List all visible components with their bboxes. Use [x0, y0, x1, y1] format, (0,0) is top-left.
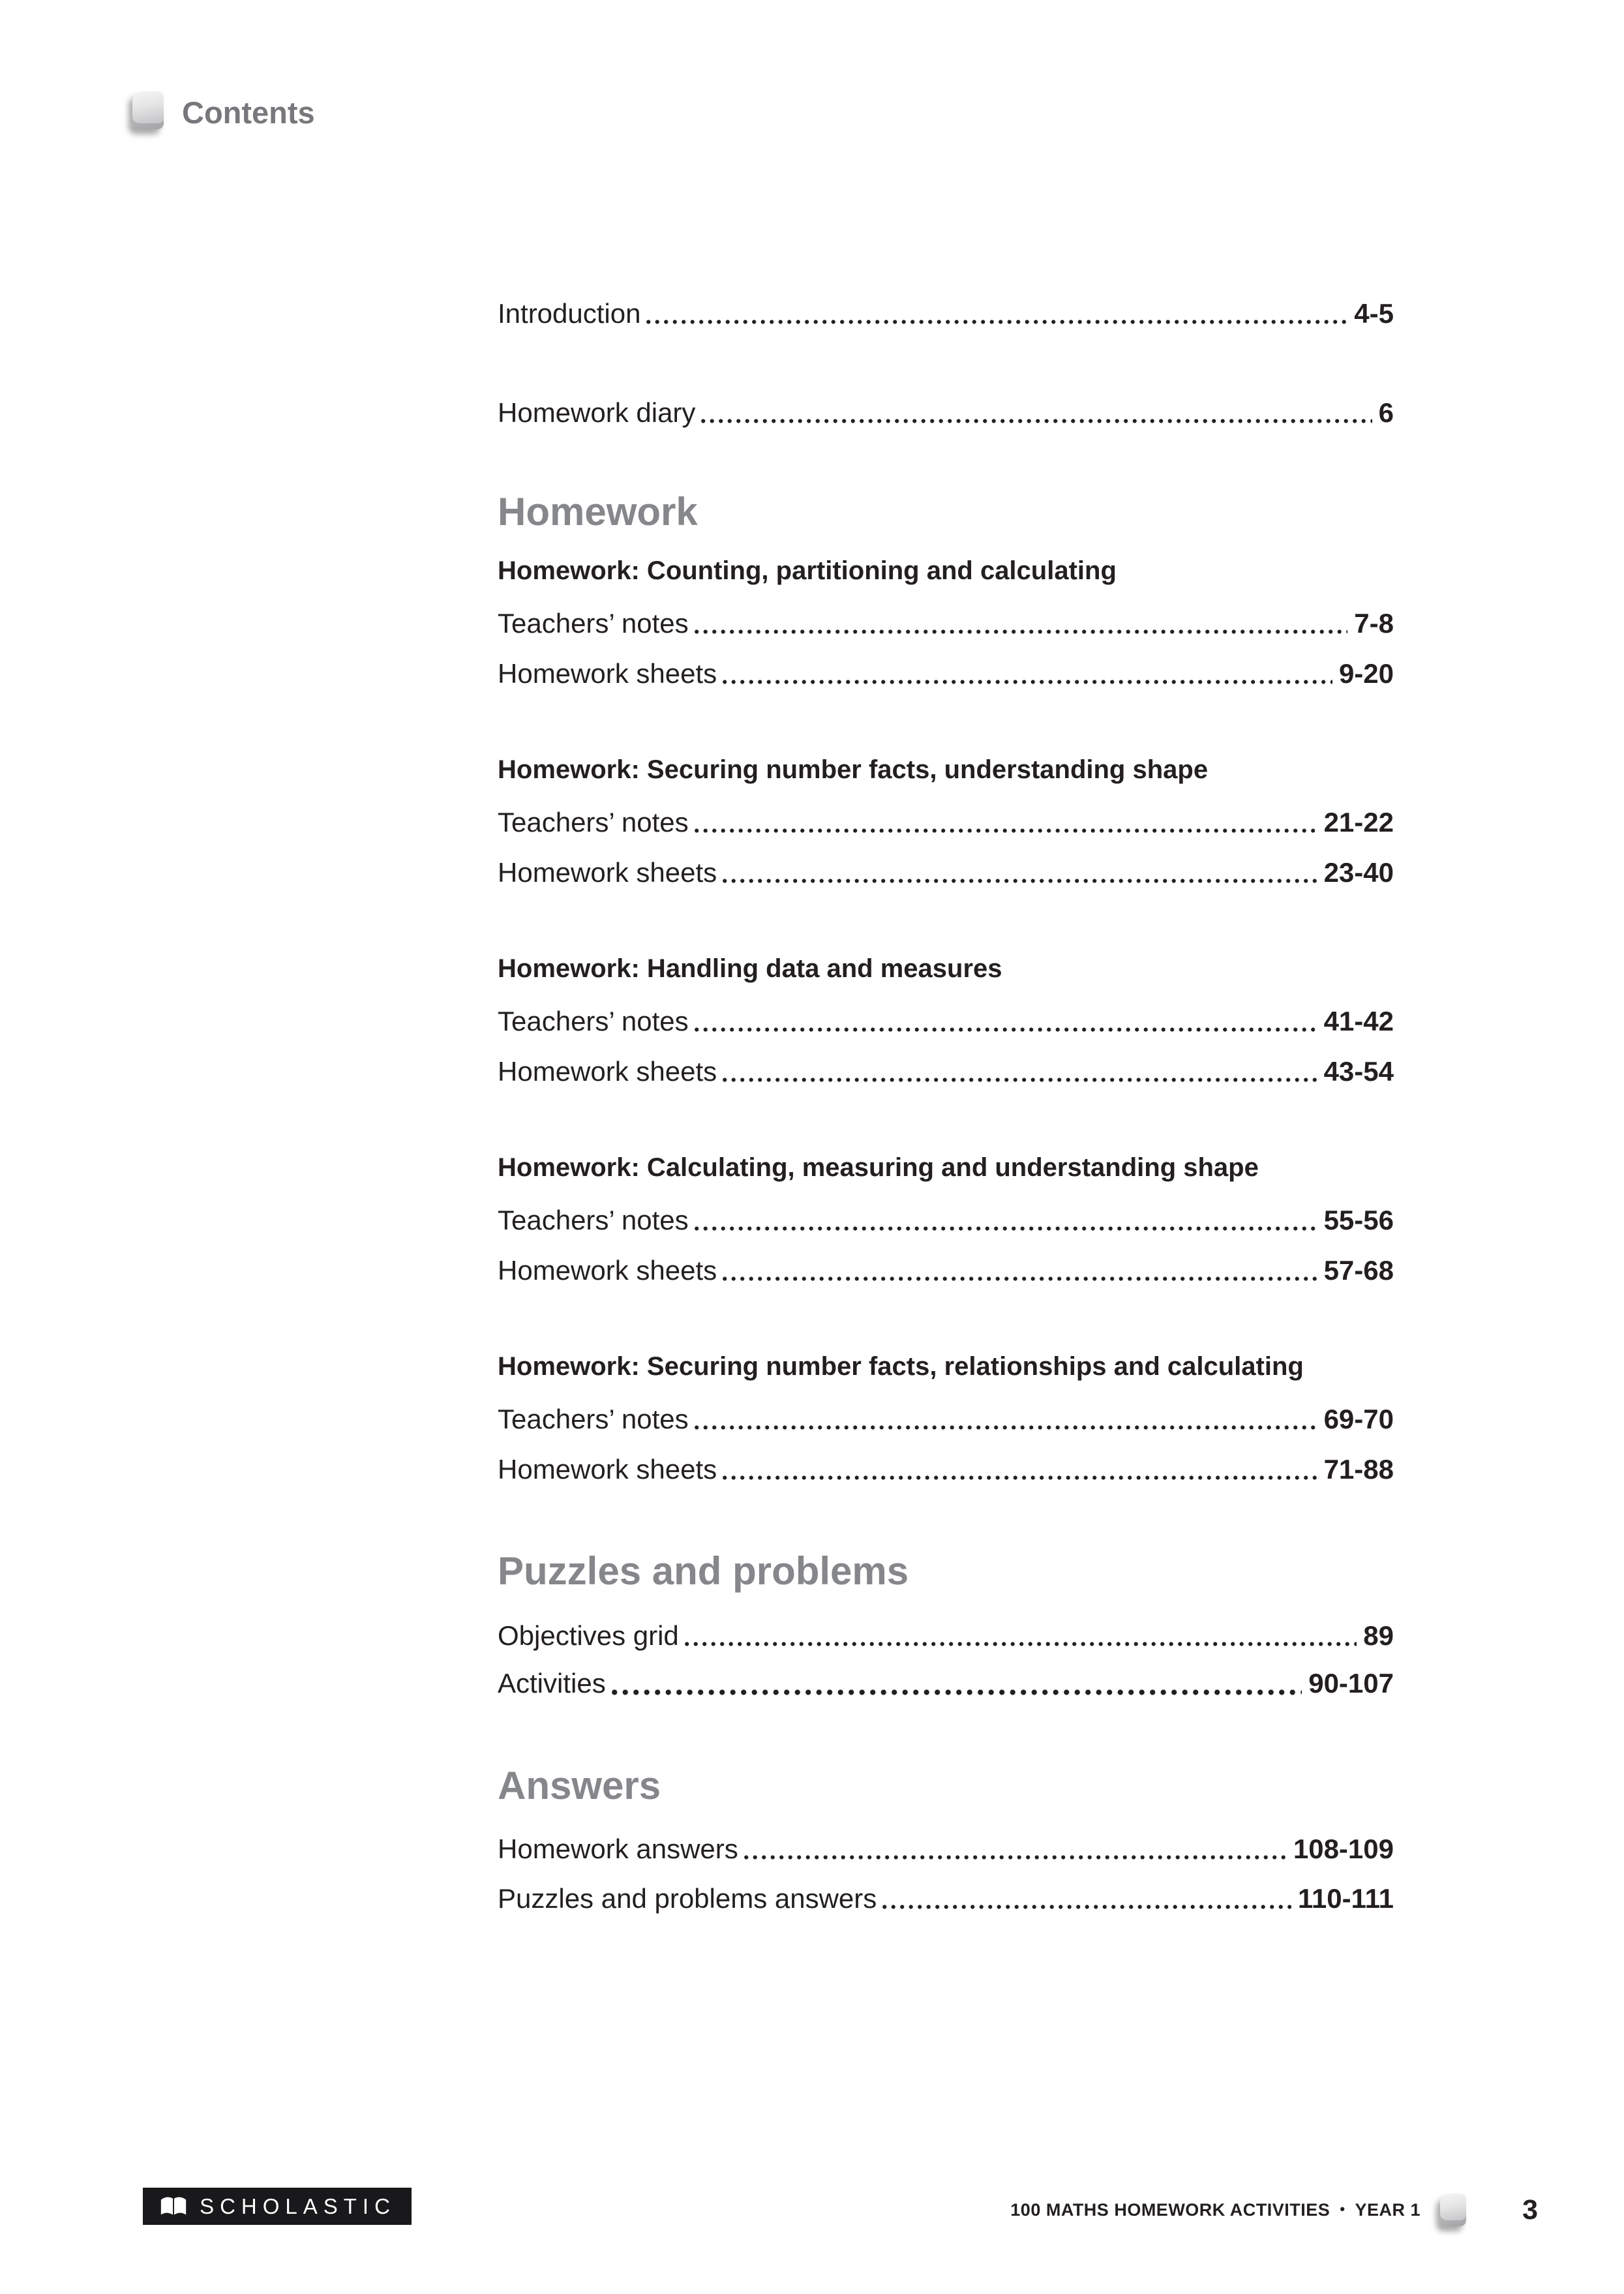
toc-entry-label: Homework sheets — [498, 856, 717, 888]
dot-leader — [882, 1905, 1291, 1909]
toc-entry-pages: 43-54 — [1323, 1055, 1394, 1087]
group-title-homework-securing-number-facts-relationships-and-calculating: Homework: Securing number facts, relationships and calculating — [498, 1352, 1304, 1381]
footer-separator: • — [1340, 2201, 1346, 2217]
dot-leader — [695, 1425, 1317, 1430]
book-icon — [1440, 2194, 1466, 2226]
section-heading-answers: Answers — [498, 1764, 661, 1807]
toc-entry — [498, 394, 1394, 428]
group-title-homework-securing-number-facts-understanding-shape: Homework: Securing number facts, understanding shape — [498, 755, 1209, 784]
section-heading-puzzles-and-problems: Puzzles and problems — [498, 1549, 909, 1593]
dot-leader — [701, 419, 1372, 423]
toc-entry-pages: 7-8 — [1354, 607, 1394, 639]
toc-entry — [498, 655, 1394, 689]
toc-entry-label: Homework answers — [498, 1833, 738, 1864]
table-of-contents — [498, 295, 1394, 1914]
dot-leader — [695, 828, 1317, 833]
toc-entry-pages: 4-5 — [1354, 297, 1394, 329]
toc-entry-pages: 55-56 — [1323, 1204, 1394, 1235]
group-title-homework-handling-data-and-measures: Homework: Handling data and measures — [498, 954, 1002, 983]
toc-entry-label: Introduction — [498, 297, 641, 329]
toc-entry-label: Teachers’ notes — [498, 1005, 689, 1036]
section-heading-homework: Homework — [498, 490, 698, 534]
dot-leader — [723, 1475, 1317, 1480]
footer-book-title: 100 MATHS HOMEWORK ACTIVITIES — [1010, 2199, 1331, 2220]
toc-entry-pages: 90-107 — [1308, 1667, 1394, 1698]
publisher-name: SCHOLASTIC — [200, 2194, 396, 2218]
toc-entry — [498, 1053, 1394, 1087]
toc-entry-pages: 108-109 — [1293, 1833, 1394, 1864]
toc-entry — [498, 804, 1394, 838]
toc-entry — [498, 1617, 1394, 1651]
dot-leader — [612, 1689, 1302, 1695]
dot-leader — [695, 1226, 1317, 1231]
toc-entry-pages: 21-22 — [1323, 806, 1394, 838]
toc-entry-label: Objectives grid — [498, 1620, 679, 1651]
dot-leader — [723, 680, 1332, 684]
toc-entry — [498, 1252, 1394, 1286]
toc-entry — [498, 1400, 1394, 1434]
open-book-icon — [158, 2196, 188, 2218]
dot-leader — [695, 1027, 1317, 1032]
toc-entry-pages: 23-40 — [1323, 856, 1394, 888]
toc-entry — [498, 1665, 1394, 1698]
toc-entry — [498, 1880, 1394, 1914]
dot-leader — [695, 629, 1348, 634]
toc-entry-label: Teachers’ notes — [498, 607, 689, 639]
toc-entry-pages: 71-88 — [1323, 1453, 1394, 1485]
dot-leader — [646, 320, 1347, 324]
toc-entry-label: Homework sheets — [498, 657, 717, 689]
group-title-homework-counting-partitioning-and-calculating: Homework: Counting, partitioning and calculating — [498, 556, 1117, 585]
toc-entry-label: Teachers’ notes — [498, 1403, 689, 1434]
footer-edition: YEAR 1 — [1355, 2199, 1421, 2220]
toc-entry-pages: 57-68 — [1323, 1254, 1394, 1286]
dot-leader — [723, 1276, 1317, 1281]
toc-entry-label: Teachers’ notes — [498, 806, 689, 838]
toc-entry — [498, 1003, 1394, 1036]
toc-entry-label: Homework sheets — [498, 1055, 717, 1087]
footer-right — [1010, 2193, 1538, 2227]
toc-entry-pages: 69-70 — [1323, 1403, 1394, 1434]
toc-entry — [498, 1451, 1394, 1485]
toc-entry — [498, 1201, 1394, 1235]
toc-entry-pages: 6 — [1378, 397, 1394, 428]
toc-entry-pages: 110-111 — [1297, 1882, 1394, 1914]
toc-entry-label: Homework sheets — [498, 1453, 717, 1485]
toc-entry — [498, 605, 1394, 639]
dot-leader — [685, 1642, 1357, 1646]
book-icon — [132, 91, 164, 129]
toc-entry-label: Puzzles and problems answers — [498, 1882, 877, 1914]
toc-entry-label: Activities — [498, 1667, 606, 1698]
toc-entry — [498, 295, 1394, 329]
group-title-homework-calculating-measuring-and-understanding-shape: Homework: Calculating, measuring and understanding shape — [498, 1153, 1259, 1182]
toc-entry-label: Teachers’ notes — [498, 1204, 689, 1235]
dot-leader — [723, 1078, 1317, 1082]
scholastic-logo — [143, 2188, 412, 2225]
footer-book-info — [1010, 2200, 1421, 2220]
toc-entry — [498, 1830, 1394, 1864]
toc-entry-pages: 89 — [1363, 1620, 1394, 1651]
page-title: Contents — [182, 95, 315, 130]
dot-leader — [744, 1855, 1287, 1860]
toc-entry-pages: 9-20 — [1338, 657, 1394, 689]
dot-leader — [723, 879, 1317, 883]
toc-entry-label: Homework sheets — [498, 1254, 717, 1286]
toc-entry-label: Homework diary — [498, 397, 696, 428]
page-header — [132, 95, 315, 129]
toc-entry — [498, 854, 1394, 888]
toc-entry-pages: 41-42 — [1323, 1005, 1394, 1036]
page-number: 3 — [1522, 2194, 1538, 2226]
